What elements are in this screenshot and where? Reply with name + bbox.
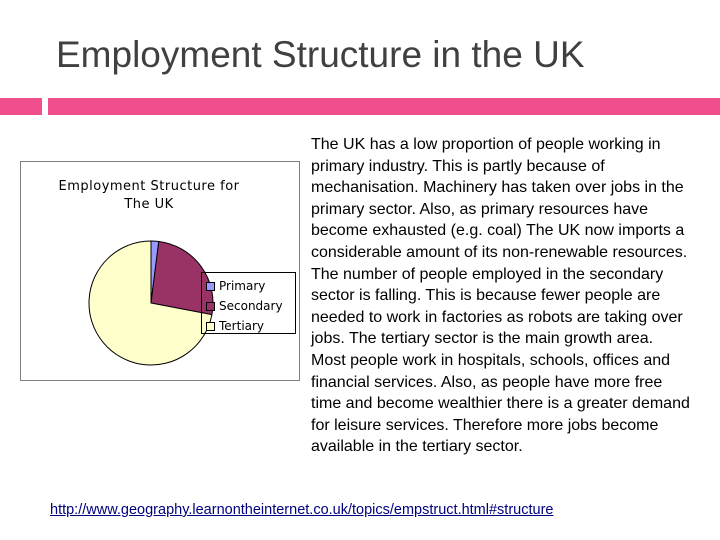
legend-item-tertiary <box>202 316 295 336</box>
legend-label: Primary <box>219 279 266 293</box>
body-text: The UK has a low proportion of people working in primary industry. This is partly because of mechanisation. Machinery has taken over jobs in the primary sector. Also, as primary resources have become exhausted (e.g. coal) The UK now imports a considerable amount of its non-renewable resources. The number of people employed in the secondary sector is falling. This is because fewer people are needed to work in factories as robots are taking over jobs. The tertiary sector is the main growth area. Most people work in hospitals, schools, offices and financial services. Also, as people have more free time and become wealthier there is a greater demand for leisure services. Therefore more jobs become available in the tertiary sector. <box>311 136 690 456</box>
slide-title: Employment Structure in the UK <box>56 34 585 75</box>
legend-item-secondary <box>202 296 295 316</box>
source-link[interactable]: http://www.geography.learnontheinternet.co.uk/topics/empstruct.html#structure <box>50 502 554 518</box>
legend-swatch <box>206 282 215 291</box>
legend-swatch <box>206 302 215 311</box>
legend-swatch <box>206 322 215 331</box>
legend-label: Secondary <box>219 299 283 313</box>
accent-bar <box>48 98 720 115</box>
chart-legend <box>201 272 296 334</box>
legend-label: Tertiary <box>219 319 265 333</box>
legend-item-primary <box>202 276 295 296</box>
pie-chart <box>20 161 300 381</box>
accent-bar-left <box>0 98 42 115</box>
chart-title: Employment Structure for The UK <box>58 179 240 212</box>
